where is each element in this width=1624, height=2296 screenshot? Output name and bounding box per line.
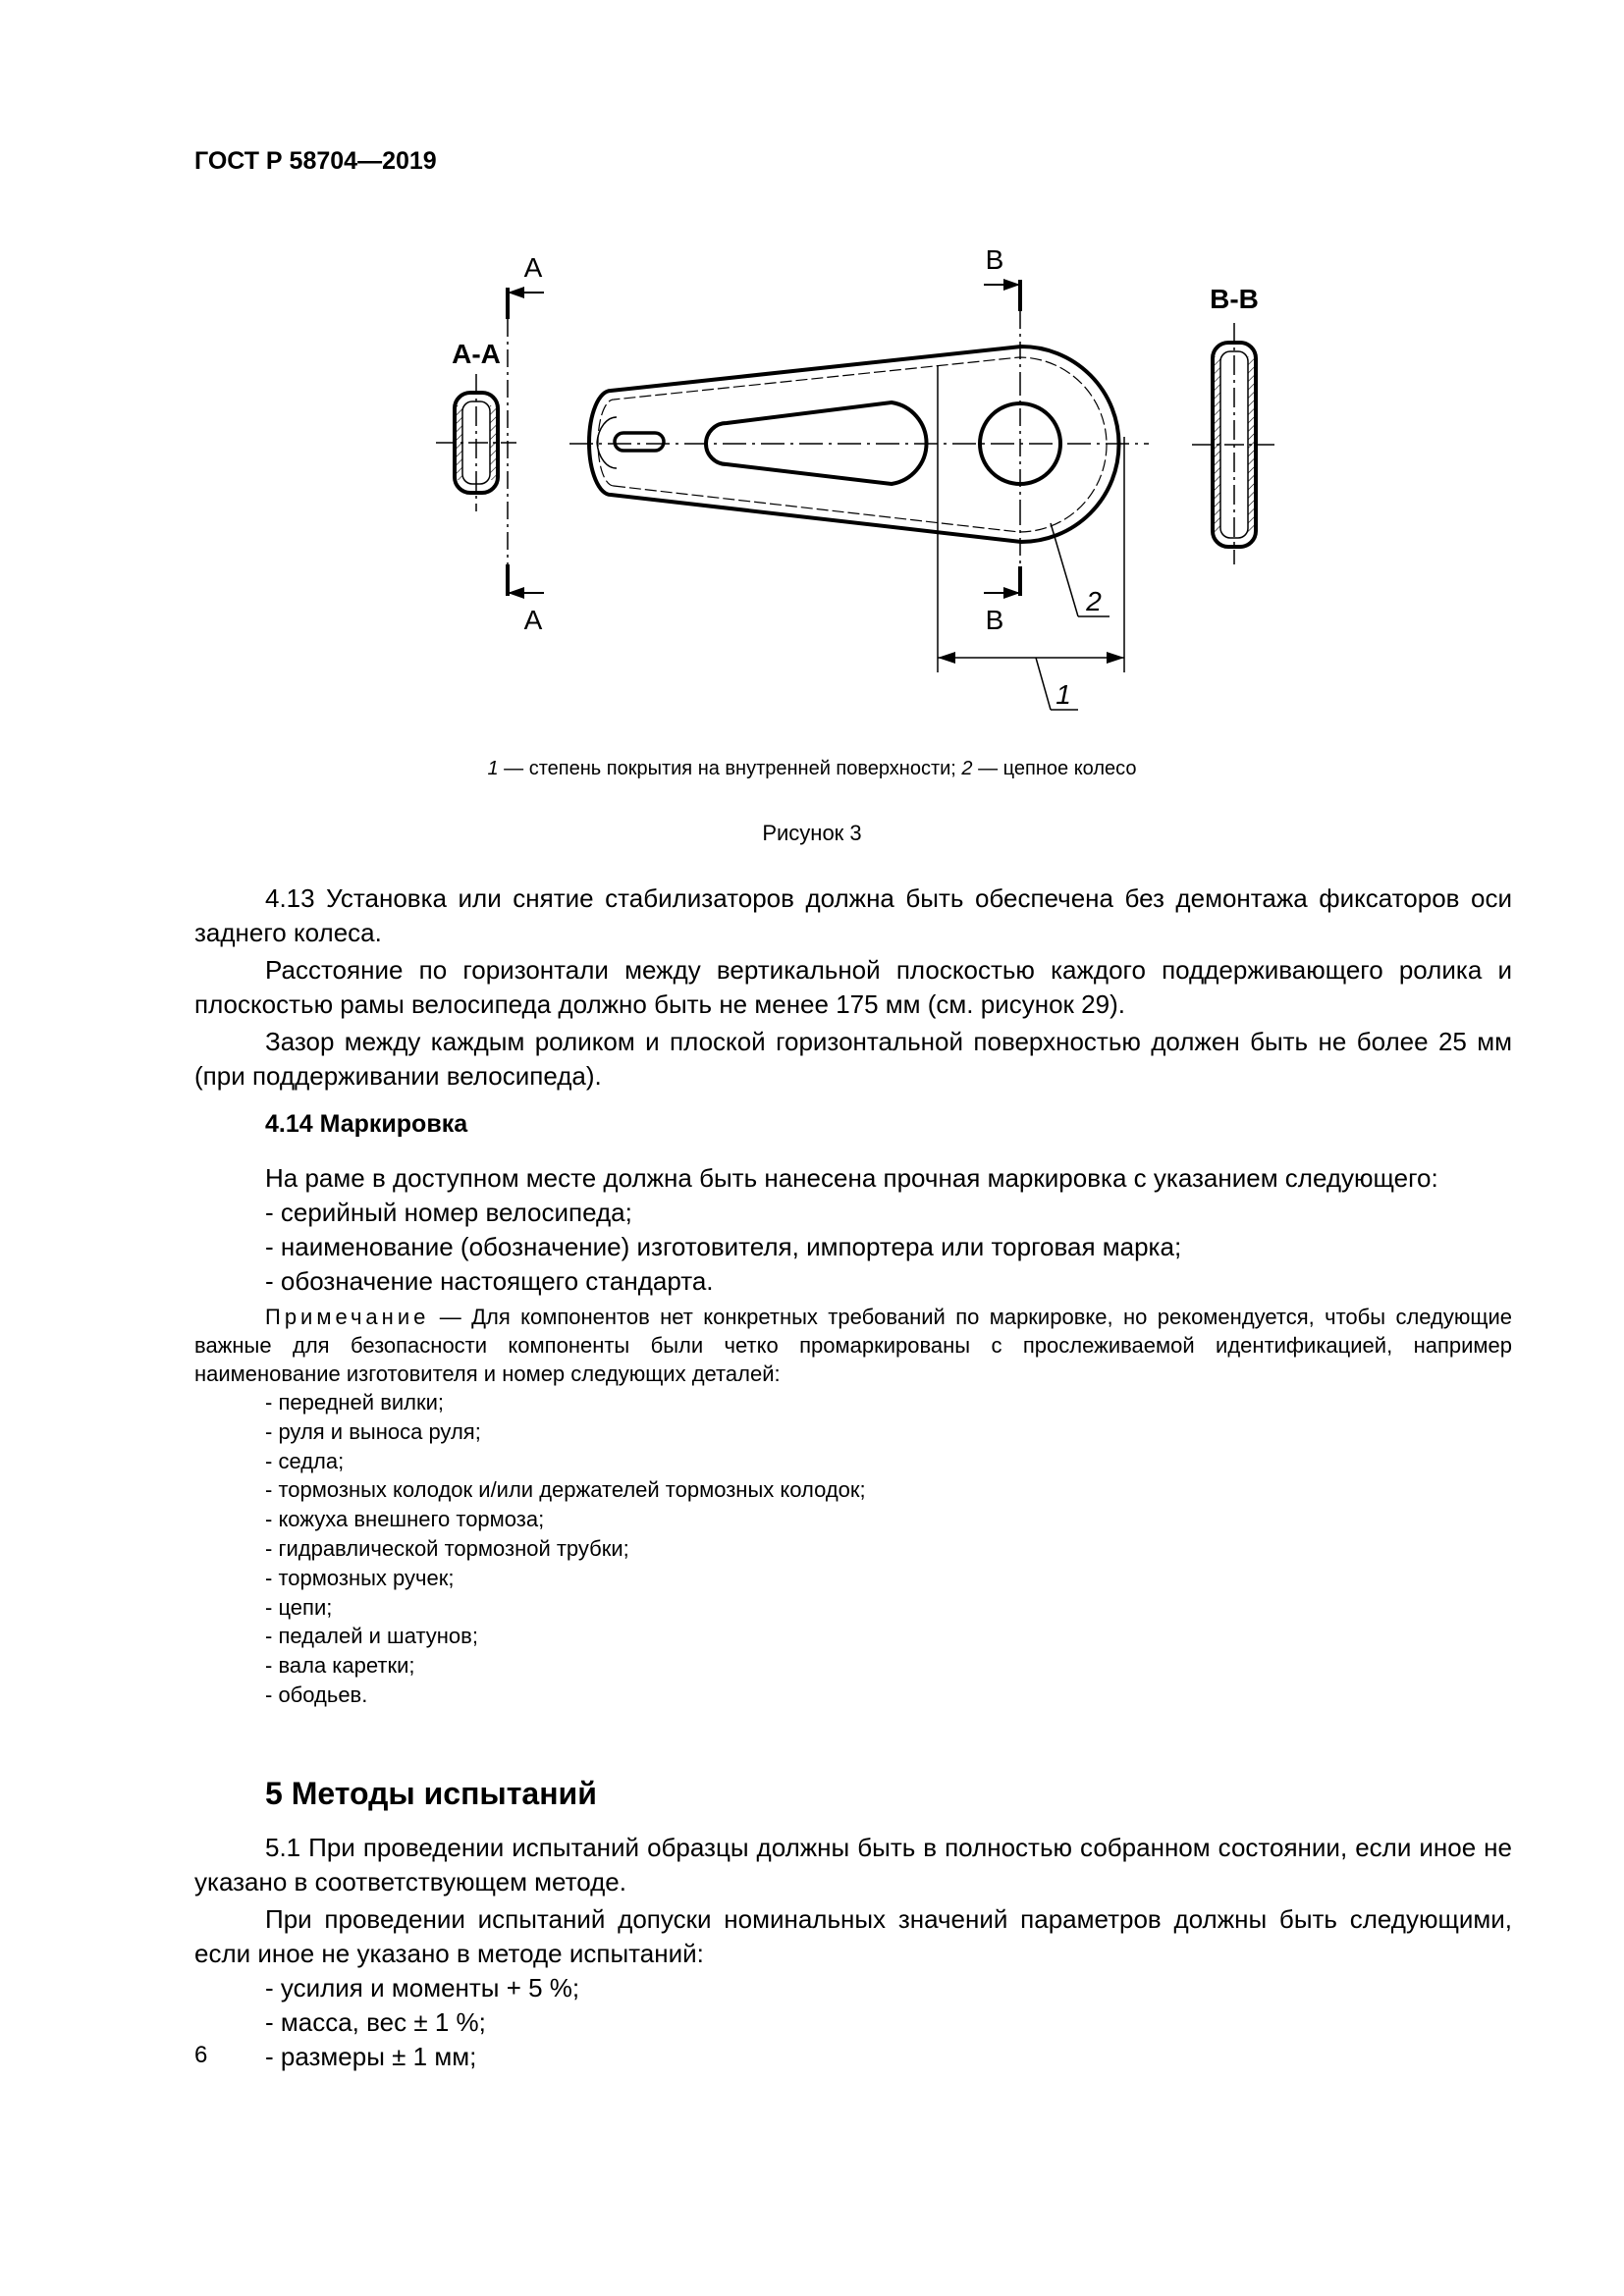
note-label: Примечание: [265, 1305, 430, 1329]
cut-plane-a: [508, 240, 544, 599]
section-4-14: [194, 1107, 1512, 1299]
list-item: - гидравлической тормозной трубки;: [265, 1535, 629, 1561]
list-item: - обозначение настоящего стандарта.: [265, 1266, 714, 1296]
list-item: - кожуха внешнего тормоза;: [265, 1507, 545, 1532]
legend-number-2: 2: [961, 758, 973, 779]
figure-caption: Рисунок 3: [762, 821, 862, 845]
figure-3-drawing: [422, 240, 1276, 731]
list-item: - тормозных ручек;: [265, 1565, 455, 1590]
list-item: - тормозных колодок и/или держателей тормозных колодок;: [265, 1477, 866, 1503]
list-item: - седла;: [265, 1448, 345, 1473]
note-text: — Для компонентов нет конкретных требований по маркировке, но рекомендуется, чтобы следующие важные для безопасности компоненты были четко промаркированы с прослеживаемой идентификацией, например наименование изготовителя и номер следующих деталей:: [194, 1305, 1512, 1386]
legend-text-1: — степень покрытия на внутренней поверхности;: [498, 758, 962, 779]
marking-intro: На раме в доступном месте должна быть нанесена прочная маркировка с указанием следующего:: [265, 1163, 1438, 1193]
list-item: - руля и выноса руля;: [265, 1418, 481, 1444]
section-4-13: [194, 881, 1512, 1094]
paragraph-4-13-2: Расстояние по горизонтали между вертикальной плоскостью каждого поддерживающего ролика и плоскостью рамы велосипеда должно быть не менее 175 мм (см. рисунок 29).: [194, 955, 1512, 1019]
list-item: - вала каретки;: [265, 1653, 415, 1679]
legend-number-1: 1: [487, 758, 499, 779]
section-5: [194, 1777, 1512, 2074]
list-item: - серийный номер велосипеда;: [265, 1198, 632, 1227]
page-number: 6: [194, 2042, 208, 2068]
paragraph-5-1-2: При проведении испытаний допуски номинальных значений параметров должны быть следующими, если иное не указано в методе испытаний:: [194, 1904, 1512, 1968]
section-aa-view: [436, 374, 516, 511]
cut-a-top-label: А: [523, 252, 543, 283]
callout-2-label: 2: [1086, 586, 1102, 616]
document-code: ГОСТ Р 58704—2019: [194, 147, 437, 175]
section-aa-label: А-А: [452, 339, 501, 369]
list-item: - передней вилки;: [265, 1390, 445, 1415]
section-bb-label: В-В: [1210, 284, 1259, 314]
cut-b-top-label: В: [985, 244, 1004, 275]
list-item: - ободьев.: [265, 1682, 368, 1707]
list-item: - цепи;: [265, 1594, 333, 1620]
figure-legend: [0, 758, 1624, 780]
paragraph-4-13-1: 4.13 Установка или снятие стабилизаторов должна быть обеспечена без демонтажа фиксаторов оси заднего колеса.: [194, 883, 1512, 947]
callout-1-label: 1: [1056, 679, 1071, 710]
heading-section-5: 5 Методы испытаний: [265, 1776, 597, 1811]
list-item: - масса, вес ± 1 %;: [265, 2007, 486, 2037]
note-paragraph: [194, 1303, 1512, 1388]
cut-plane-b: [680, 288, 682, 319]
cut-b-bottom-label: В: [985, 605, 1004, 635]
cut-a-bottom-label: А: [523, 605, 543, 635]
marking-note: [194, 1303, 1512, 1710]
list-item: - педалей и шатунов;: [265, 1624, 478, 1649]
list-item: - наименование (обозначение) изготовителя, импортера или торговая марка;: [265, 1232, 1182, 1261]
paragraph-4-13-3: Зазор между каждым роликом и плоской горизонтальной поверхностью должен быть не более 25 мм (при поддерживании велосипеда).: [194, 1027, 1512, 1091]
paragraph-5-1: 5.1 При проведении испытаний образцы должны быть в полностью собранном состоянии, если иное не указано в соответствующем методе.: [194, 1833, 1512, 1896]
legend-text-2: — цепное колесо: [972, 758, 1137, 779]
crank-arm-view: [452, 240, 1149, 542]
heading-4-14: 4.14 Маркировка: [265, 1110, 468, 1138]
list-item: - усилия и моменты + 5 %;: [265, 1973, 580, 2002]
list-item: - размеры ± 1 мм;: [265, 2042, 477, 2071]
section-bb-view: [1192, 323, 1274, 564]
